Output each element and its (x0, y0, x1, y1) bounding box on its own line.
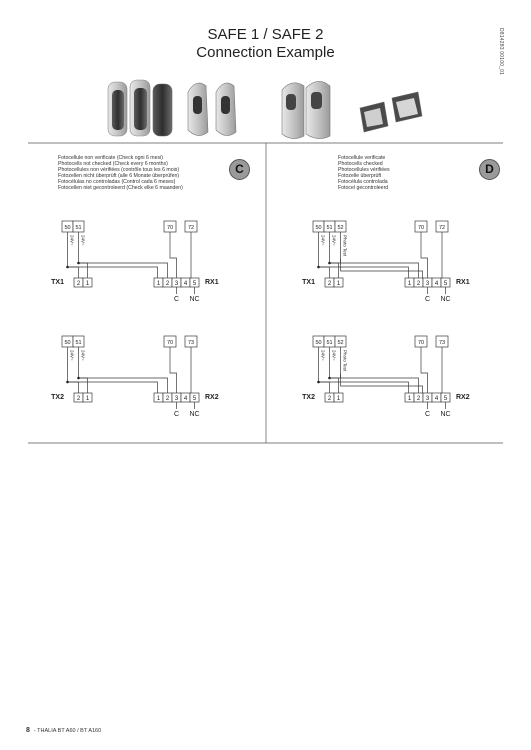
contact-nc-label: NC (189, 296, 200, 303)
wire-label: 24V~ (331, 235, 337, 246)
wire-tx-2 (68, 267, 79, 278)
wire-label: Photo Test (342, 350, 348, 372)
wire-label: 24V~ (69, 350, 75, 361)
junction-dot (66, 266, 69, 269)
rx-terminal-number: 4 (183, 281, 188, 287)
contact-c-label: C (173, 296, 180, 303)
tx-terminal-number: 2 (327, 281, 332, 287)
badge-d: D (479, 159, 500, 180)
wire-tx-2 (68, 382, 79, 393)
tx-terminal-number: 1 (85, 281, 90, 287)
supply-terminal-number: 51 (326, 340, 333, 346)
rx-terminal-number: 1 (156, 396, 161, 402)
note-line: Fotocellen niet gecontroleerd (Check elke 6 maanden) (58, 185, 183, 192)
supply-terminal-number: 50 (315, 225, 322, 231)
tx-terminal-number: 1 (85, 396, 90, 402)
wire-label: 24V~ (69, 235, 75, 246)
rx-terminal-number: 4 (434, 281, 439, 287)
rx-terminal-number: 1 (407, 281, 412, 287)
rx-terminal-number: 2 (165, 396, 170, 402)
wire-photo-test (341, 374, 423, 393)
junction-dot (328, 262, 331, 265)
wire-tx-1 (330, 263, 339, 278)
junction-dot (317, 266, 320, 269)
page-footer (26, 727, 101, 734)
supply-terminal-number: 52 (337, 340, 344, 346)
rx-terminal-number: 3 (174, 396, 179, 402)
note-line: Fotocélula controlada (338, 179, 388, 186)
tx-terminal-number: 1 (336, 396, 341, 402)
receiver-label: RX1 (205, 279, 219, 286)
note-line: Photocells not checked (Check every 6 months) (58, 161, 168, 168)
contact-c-label: C (424, 296, 431, 303)
junction-dot (317, 381, 320, 384)
tx-terminal-number: 1 (336, 281, 341, 287)
relay-terminal-number: 73 (187, 340, 195, 346)
wire-tx-2 (319, 382, 330, 393)
contact-nc-label: NC (440, 411, 451, 418)
product-name: - THALIA BT A60 / BT A160 (33, 728, 102, 734)
rx-terminal-number: 5 (192, 396, 197, 402)
relay-terminal-number: 73 (438, 340, 446, 346)
receiver-label: RX2 (205, 394, 219, 401)
note-line: Photocells checked (338, 161, 383, 168)
supply-terminal-number: 50 (315, 340, 322, 346)
rx-terminal-number: 5 (443, 396, 448, 402)
wire-tx-1 (330, 378, 339, 393)
note-line: Fotocélulas no controladas (Control cada 6 meses) (58, 179, 176, 186)
note-line: Fotozellen nicht überprüft (alle 6 Monate überprüfen) (58, 173, 180, 180)
rx-terminal-number: 4 (183, 396, 188, 402)
wire-tx-1 (79, 263, 88, 278)
wire-relay-c (170, 232, 177, 278)
wire-relay-c (170, 347, 177, 393)
note-line: Photocellules non vérifiées (contrôle tous les 6 mois) (58, 167, 180, 174)
notes-c (58, 155, 183, 192)
contact-c-label: C (424, 411, 431, 418)
junction-dot (66, 381, 69, 384)
photocell-pair-3-icon (282, 81, 330, 138)
junction-dot (77, 377, 80, 380)
supply-terminal-number: 51 (75, 340, 82, 346)
contact-c-label: C (173, 411, 180, 418)
tx-terminal-number: 2 (76, 396, 81, 402)
tx-terminal-number: 2 (76, 281, 81, 287)
rx-terminal-number: 5 (443, 281, 448, 287)
wire-tx-2 (319, 267, 330, 278)
wire-rx-2 (79, 263, 168, 278)
transmitter-label: TX1 (51, 279, 64, 286)
transmitter-label: TX1 (302, 279, 315, 286)
supply-terminal-number: 52 (337, 225, 344, 231)
note-line: Fotocellule verificate (338, 155, 386, 161)
note-line: Photocellules vérifiées (338, 167, 390, 174)
notes-d (338, 155, 390, 192)
page-title: SAFE 1 / SAFE 2 (207, 26, 324, 43)
rx-terminal-number: 3 (425, 281, 430, 287)
wire-rx-1 (319, 382, 409, 393)
wire-label: 24V~ (331, 350, 337, 361)
rx-terminal-number: 2 (416, 281, 421, 287)
junction-dot (77, 262, 80, 265)
note-line: Fotocel gecontroleerd (338, 185, 389, 192)
relay-terminal-number: 70 (166, 225, 174, 231)
wire-label: 24V~ (320, 235, 326, 246)
page-subtitle: Connection Example (196, 44, 335, 61)
rx-terminal-number: 3 (425, 396, 430, 402)
supply-terminal-number: 50 (64, 225, 71, 231)
wire-label: 24V~ (320, 350, 326, 361)
photocell-pair-4-icon (360, 92, 422, 132)
rx-terminal-number: 3 (174, 281, 179, 287)
wire-rx-1 (319, 267, 409, 278)
photocell-pair-1-icon (108, 80, 172, 136)
wire-rx-2 (330, 263, 419, 278)
photocell-pair-2-icon (188, 83, 236, 135)
rx-terminal-number: 5 (192, 281, 197, 287)
supply-terminal-number: 51 (75, 225, 82, 231)
receiver-label: RX1 (456, 279, 470, 286)
wire-label: Photo Test (342, 235, 348, 257)
relay-terminal-number: 70 (417, 225, 425, 231)
tx-terminal-number: 2 (327, 396, 332, 402)
wire-rx-2 (330, 378, 419, 393)
rx-terminal-number: 1 (407, 396, 412, 402)
receiver-label: RX2 (456, 394, 470, 401)
supply-terminal-number: 50 (64, 340, 71, 346)
relay-terminal-number: 72 (438, 225, 446, 231)
wire-rx-2 (79, 378, 168, 393)
rx-terminal-number: 2 (165, 281, 170, 287)
note-line: Fotozelle überprüft (338, 173, 382, 180)
rx-terminal-number: 1 (156, 281, 161, 287)
rx-terminal-number: 2 (416, 396, 421, 402)
wire-rx-1 (68, 267, 158, 278)
wire-label: 24V~ (80, 350, 86, 361)
wire-label: 24V~ (80, 235, 86, 246)
relay-terminal-number: 72 (187, 225, 195, 231)
rx-terminal-number: 4 (434, 396, 439, 402)
contact-nc-label: NC (440, 296, 451, 303)
relay-terminal-number: 70 (166, 340, 174, 346)
transmitter-label: TX2 (51, 394, 64, 401)
note-line: Fotocellule non verificate (Check ogni 6 mesi) (58, 155, 163, 161)
relay-terminal-number: 70 (417, 340, 425, 346)
wire-photo-test (341, 259, 423, 278)
contact-nc-label: NC (189, 411, 200, 418)
wire-rx-1 (68, 382, 158, 393)
wire-tx-1 (79, 378, 88, 393)
supply-terminal-number: 51 (326, 225, 333, 231)
junction-dot (328, 377, 331, 380)
badge-c: C (229, 159, 250, 180)
document-reference: D814283 00100_01 (498, 28, 504, 76)
transmitter-label: TX2 (302, 394, 315, 401)
page-number: 8 (26, 727, 30, 734)
